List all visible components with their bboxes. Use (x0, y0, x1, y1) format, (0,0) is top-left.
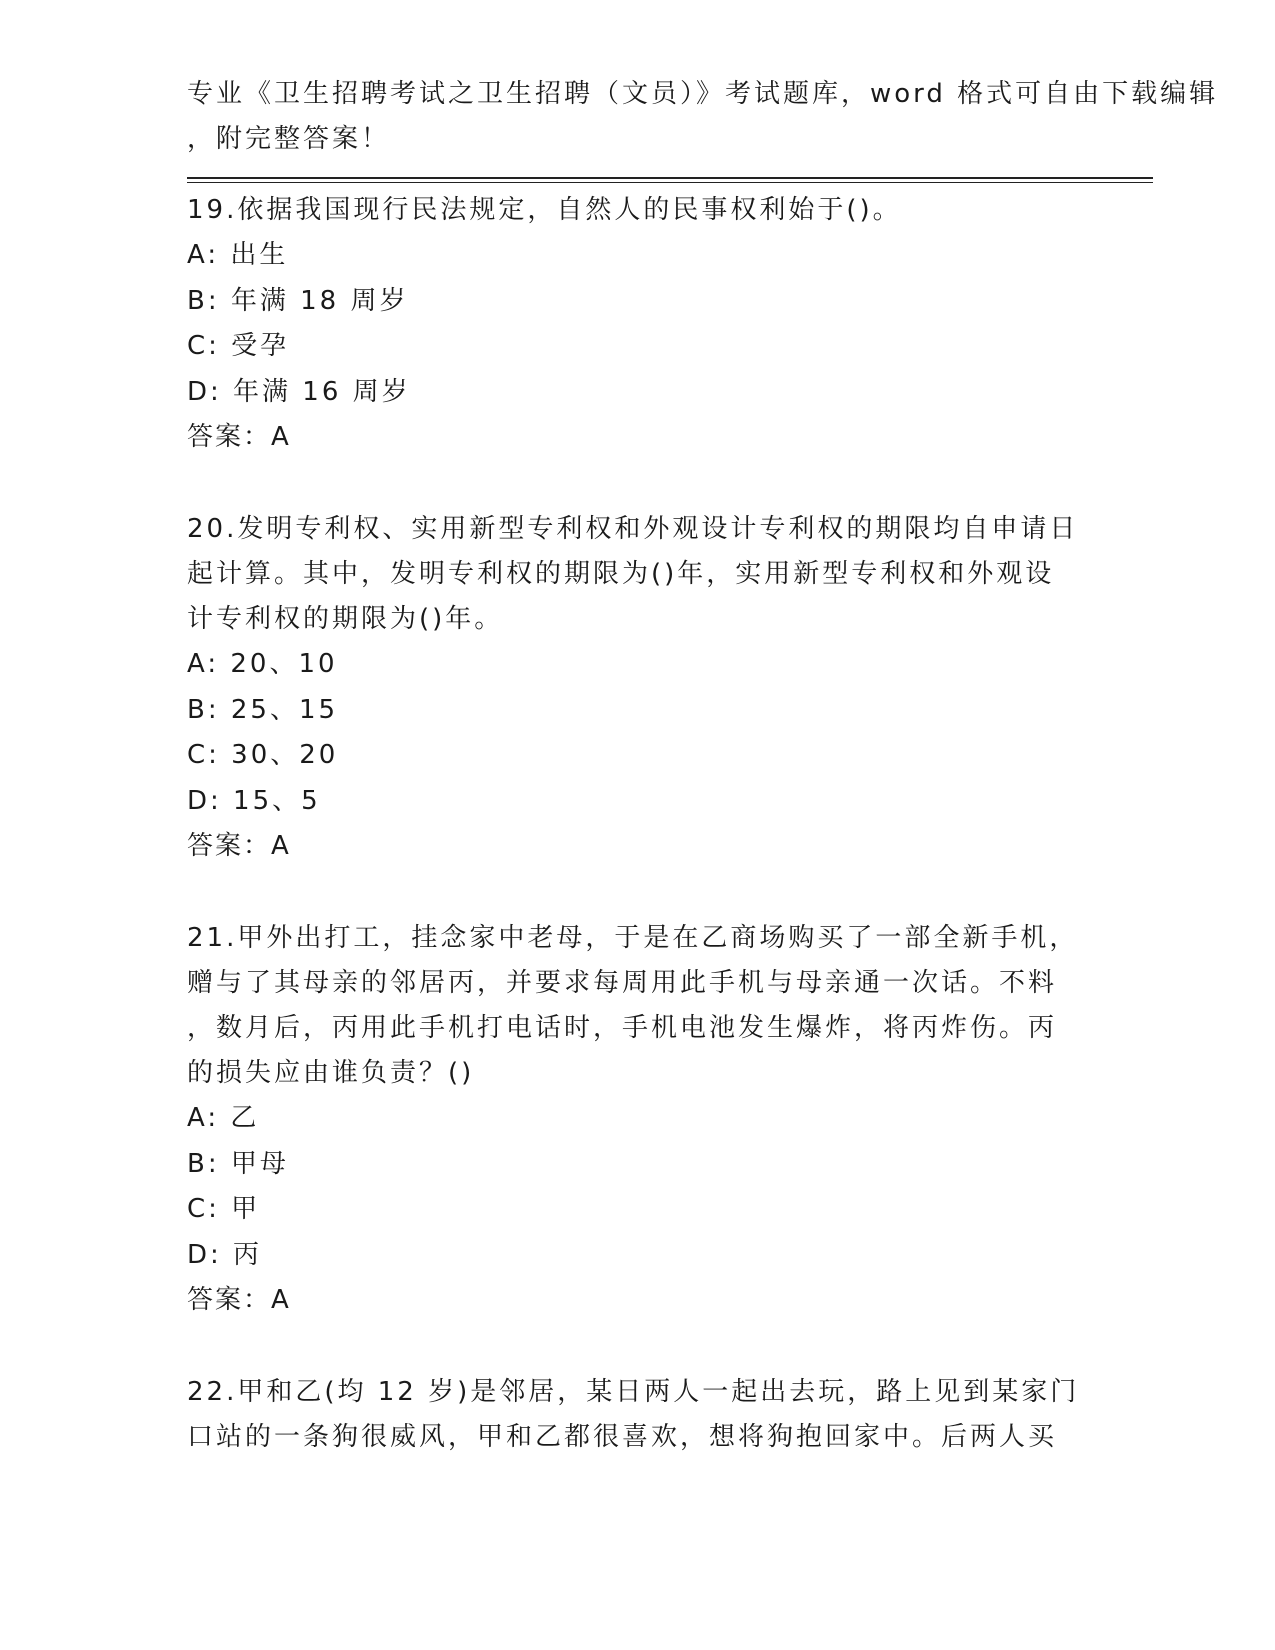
option-d: D: 丙 (187, 1239, 263, 1270)
option-a: A: 乙 (187, 1103, 260, 1133)
option-b: B: 甲母 (187, 1148, 289, 1179)
question-stem-line: 起计算。其中，发明专利权的期限为()年，实用新型专利权和外观设 (187, 559, 1055, 589)
option-b: B: 25、15 (187, 694, 339, 725)
option-b: B: 年满 18 周岁 (187, 285, 409, 316)
option-c: C: 30、20 (187, 740, 339, 770)
option-c: C: 甲 (187, 1194, 261, 1224)
question-spacer (187, 869, 1087, 916)
question-22 (187, 1370, 1087, 1460)
question-stem-line: 的损失应由谁负责？() (187, 1058, 475, 1088)
header-line-1: 专业《卫生招聘考试之卫生招聘（文员）》考试题库，word 格式可自由下载编辑 (187, 79, 1219, 109)
question-stem-line: 19.依据我国现行民法规定，自然人的民事权利始于()。 (187, 195, 902, 225)
option-a: A: 20、10 (187, 649, 338, 679)
document-header (187, 72, 1219, 162)
option-d: D: 15、5 (187, 785, 321, 816)
question-stem-line: ，数月后，丙用此手机打电话时，手机电池发生爆炸，将丙炸伤。丙 (187, 1013, 1058, 1043)
question-stem-line: 21.甲外出打工，挂念家中老母，于是在乙商场购买了一部全新手机， (187, 923, 1079, 953)
header-line-2: ，附完整答案！ (187, 124, 391, 154)
answer-line: 答案：A (187, 831, 291, 861)
option-a: A: 出生 (187, 240, 289, 270)
question-20 (187, 507, 1087, 869)
question-list (187, 188, 1087, 1460)
answer-line: 答案：A (187, 422, 291, 452)
header-divider-thin (187, 182, 1153, 183)
question-spacer (187, 460, 1087, 507)
answer-line: 答案：A (187, 1285, 291, 1315)
header-divider-thick (187, 177, 1153, 179)
option-d: D: 年满 16 周岁 (187, 376, 411, 407)
option-c: C: 受孕 (187, 331, 290, 361)
question-stem-line: 计专利权的期限为()年。 (187, 604, 504, 634)
question-21 (187, 916, 1087, 1323)
question-stem-line: 22.甲和乙(均 12 岁)是邻居，某日两人一起出去玩，路上见到某家门 (187, 1377, 1080, 1407)
question-spacer (187, 1323, 1087, 1370)
question-19 (187, 188, 1087, 460)
question-stem-line: 口站的一条狗很威风，甲和乙都很喜欢，想将狗抱回家中。后两人买 (187, 1422, 1058, 1452)
question-stem-line: 赠与了其母亲的邻居丙，并要求每周用此手机与母亲通一次话。不料 (187, 968, 1058, 998)
question-stem-line: 20.发明专利权、实用新型专利权和外观设计专利权的期限均自申请日 (187, 514, 1079, 544)
